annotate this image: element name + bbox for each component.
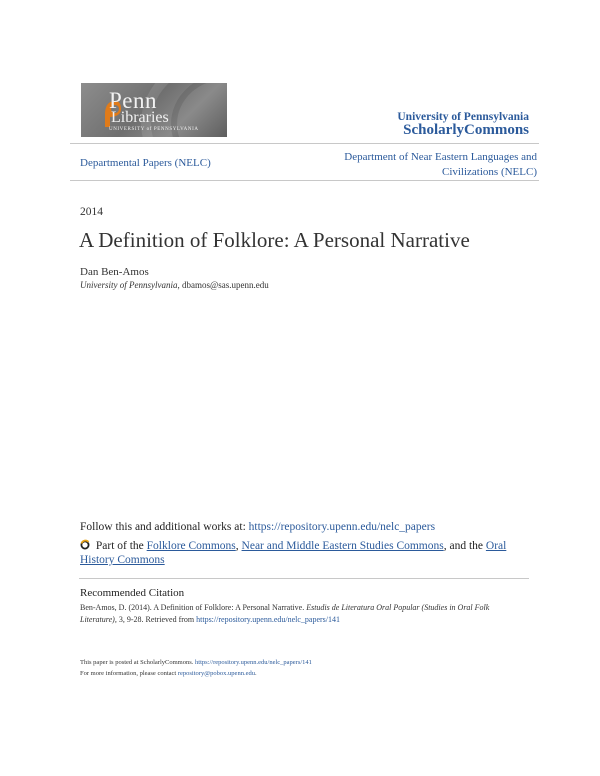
part-of-prefix: Part of the [93, 540, 147, 552]
oral-history-commons-link[interactable]: Oral History Commons [80, 540, 507, 566]
header-divider [70, 143, 539, 144]
contact-prefix: For more information, please contact [80, 670, 178, 677]
contact-line [80, 670, 257, 677]
repository-name[interactable]: ScholarlyCommons [403, 122, 529, 138]
recommended-citation-heading: Recommended Citation [80, 587, 185, 599]
article-title: A Definition of Folklore: A Personal Narrative [79, 228, 470, 252]
posted-line [80, 659, 312, 666]
posted-prefix: This paper is posted at ScholarlyCommons. [80, 659, 196, 666]
part-of-sep2: , and the [443, 540, 486, 552]
publication-year: 2014 [80, 206, 103, 218]
follow-prefix: Follow this and additional works at: [80, 521, 249, 533]
folklore-commons-link[interactable]: Folklore Commons [146, 540, 236, 552]
logo-word-libraries: Libraries [111, 109, 169, 126]
section-divider [79, 578, 529, 579]
citation-journal: Estudis de Literatura Oral Popular (Studies in Oral Folk Literature), [80, 603, 490, 624]
affiliation-name: University of Pennsylvania [80, 280, 178, 290]
author-name: Dan Ben-Amos [80, 266, 149, 278]
follow-line [80, 521, 435, 533]
citation-text [80, 602, 520, 625]
open-access-icon [80, 539, 90, 550]
logo-word-penn: Penn [109, 88, 157, 113]
citation-start: Ben-Amos, D. (2014). A Definition of Folklore: A Personal Narrative. [80, 603, 307, 612]
department-link[interactable]: Department of Near Eastern Languages and Civilizations (NELC) [344, 151, 537, 178]
departmental-papers-link[interactable]: Departmental Papers (NELC) [80, 157, 211, 169]
part-of-line [80, 539, 530, 567]
contact-suffix: . [254, 670, 257, 677]
logo-subtitle: UNIVERSITY of PENNSYLVANIA [109, 127, 199, 132]
contact-email-link[interactable]: repository@pobox.upenn.edu [177, 670, 255, 677]
follow-url-link[interactable]: https://repository.upenn.edu/nelc_papers [248, 521, 436, 533]
posted-url-link[interactable]: https://repository.upenn.edu/nelc_papers/141 [195, 659, 312, 666]
near-middle-eastern-commons-link[interactable]: Near and Middle Eastern Studies Commons [241, 540, 444, 552]
repository-university[interactable]: University of Pennsylvania [397, 111, 529, 123]
author-email: , dbamos@sas.upenn.edu [177, 280, 269, 290]
part-of-sep1: , [235, 540, 242, 552]
department-divider [70, 180, 539, 181]
citation-end: 3, 9-28. Retrieved from [116, 614, 197, 624]
author-affiliation [80, 280, 269, 290]
penn-libraries-logo[interactable] [81, 83, 227, 137]
citation-url-link[interactable]: https://repository.upenn.edu/nelc_papers/141 [196, 614, 341, 624]
